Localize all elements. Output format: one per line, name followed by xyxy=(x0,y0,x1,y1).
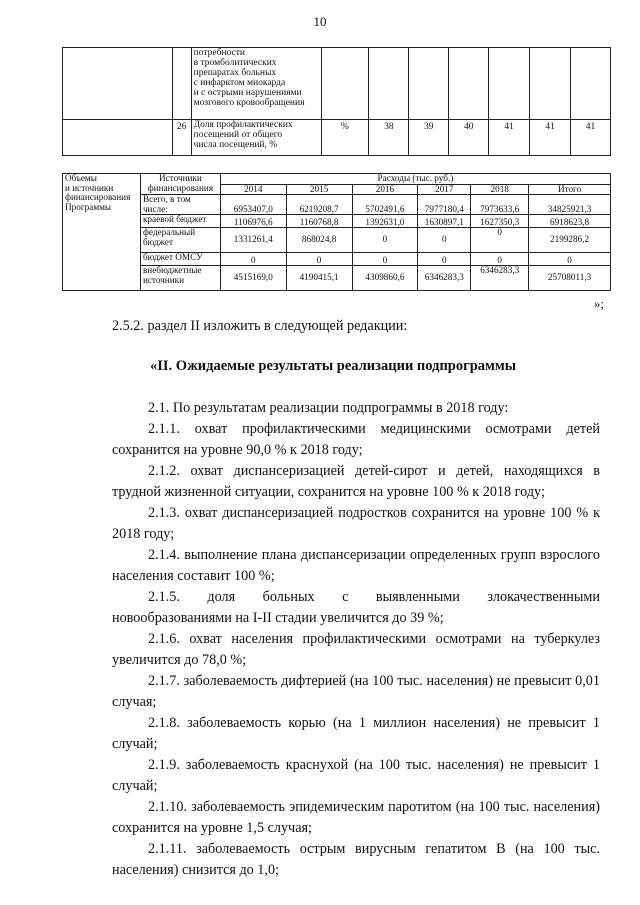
value-cell: 39 xyxy=(409,120,449,156)
paragraph: 2.1.4. выполнение плана диспансеризации определенных групп взрослого населения составит 100 %; xyxy=(112,547,600,584)
paragraph: 2.1.9. заболеваемость краснухой (на 100 тыс. населения) не превысит 1 случай; xyxy=(112,757,600,794)
table-header-row xyxy=(63,174,611,185)
value-cell: 6918623,8 xyxy=(529,215,611,228)
value-cell: 0 xyxy=(352,253,418,266)
row-label: внебюджетные источники xyxy=(140,266,220,291)
value-cell: 0 xyxy=(529,253,611,266)
table-row xyxy=(63,120,611,156)
total-header: Итого xyxy=(529,184,611,195)
value-cell: 7973633,6 xyxy=(471,195,529,215)
paragraph: 2.1.10. заболеваемость эпидемическим паротитом (на 100 тыс. населения) сохранится на уровне 1,5 случая; xyxy=(112,799,600,836)
paragraph: 2.1.1. охват профилактическими медицинскими осмотрами детей сохранится на уровне 90,0 % к 2018 году; xyxy=(112,421,600,458)
table-row xyxy=(63,48,611,120)
value-cell: 6346283,3 xyxy=(418,266,471,291)
value-cell: 5702491,6 xyxy=(352,195,418,215)
financing-label: Объемы и источники финансирования Программы xyxy=(63,174,141,291)
paragraph: 2.1.7. заболеваемость дифтерией (на 100 тыс. населения) не превысит 0,01 случая; xyxy=(112,673,600,710)
value-cell: 1160768,8 xyxy=(286,215,352,228)
value-cell: 0 xyxy=(220,253,286,266)
value-cell: 6346283,3 xyxy=(471,266,529,291)
year-header: 2017 xyxy=(418,184,471,195)
paragraph: 2.1.3. охват диспансеризацией подростков сохранится на уровне 100 % к 2018 году; xyxy=(112,505,600,542)
year-header: 2014 xyxy=(220,184,286,195)
amendment-intro: 2.5.2. раздел II изложить в следующей редакции: xyxy=(112,318,408,334)
row-number: 26 xyxy=(172,120,191,156)
paragraph: 2.1.5. доля больных с выявленными злокачественными новообразованиями на I-II стадии увеличится до 39 %; xyxy=(112,589,600,626)
value-cell: 38 xyxy=(369,120,409,156)
value-cell: 6953407,0 xyxy=(220,195,286,215)
indicator-name: потребности в тромболитических препаратах больных с инфарктом миокарда и с острыми нарушениями мозгового кровообращения xyxy=(191,48,321,120)
table-row xyxy=(63,195,611,215)
value-cell: 34825921,3 xyxy=(529,195,611,215)
value-cell: 4309860,6 xyxy=(352,266,418,291)
value-cell: 40 xyxy=(449,120,489,156)
section-title: «II. Ожидаемые результаты реализации подпрограммы xyxy=(150,358,517,374)
value-cell: 41 xyxy=(489,120,530,156)
value-cell: 1630897,1 xyxy=(418,215,471,228)
row-label: краевой бюджет xyxy=(140,215,220,228)
value-cell: 868024,8 xyxy=(286,228,352,253)
paragraph: 2.1.11. заболеваемость острым вирусным гепатитом В (на 100 тыс. населения) снизится до 1,0; xyxy=(112,841,600,878)
paragraph: 2.1.6. охват населения профилактическими осмотрами на туберкулез увеличится до 78,0 %; xyxy=(112,631,600,668)
value-cell: 0 xyxy=(471,253,529,266)
value-cell: 0 xyxy=(286,253,352,266)
value-cell: 4515169,0 xyxy=(220,266,286,291)
paragraph: 2.1.8. заболеваемость корью (на 1 миллион населения) не превысит 1 случай; xyxy=(112,715,600,752)
value-cell: 1106976,6 xyxy=(220,215,286,228)
year-header: 2015 xyxy=(286,184,352,195)
value-cell: 4190415,1 xyxy=(286,266,352,291)
row-label: федеральный бюджет xyxy=(140,228,220,253)
value-cell: 0 xyxy=(418,228,471,253)
value-cell: 6219208,7 xyxy=(286,195,352,215)
financing-table xyxy=(62,173,611,291)
row-label: бюджет ОМСУ xyxy=(140,253,220,266)
table-row xyxy=(63,266,611,291)
paragraph: 2.1. По результатам реализации подпрограммы в 2018 году: xyxy=(148,400,509,416)
value-cell: 0 xyxy=(471,228,529,253)
unit-cell: % xyxy=(321,120,369,156)
table-row xyxy=(63,215,611,228)
expenses-header: Расходы (тыс. руб.) xyxy=(220,174,610,185)
sources-header: Источники финансирования xyxy=(140,174,220,195)
value-cell: 41 xyxy=(571,120,611,156)
page-number: 10 xyxy=(313,14,327,29)
indicator-name: Доля профилактических посещений от общего числа посещений, % xyxy=(191,120,321,156)
row-label: Всего, в том числе: xyxy=(140,195,220,215)
table-row xyxy=(63,253,611,266)
value-cell: 1331261,4 xyxy=(220,228,286,253)
paragraph: 2.1.2. охват диспансеризацией детей-сирот и детей, находящихся в трудной жизненной ситуации, сохранится на уровне 100 % к 2018 году; xyxy=(112,463,600,500)
value-cell: 2199286,2 xyxy=(529,228,611,253)
indicators-table xyxy=(62,47,611,156)
value-cell: 1627350,3 xyxy=(471,215,529,228)
year-header: 2016 xyxy=(352,184,418,195)
value-cell: 41 xyxy=(530,120,571,156)
value-cell: 1392631,0 xyxy=(352,215,418,228)
closing-quote: »; xyxy=(593,296,604,311)
year-header: 2018 xyxy=(471,184,529,195)
value-cell: 25708011,3 xyxy=(529,266,611,291)
table-row xyxy=(63,228,611,253)
value-cell: 7977180,4 xyxy=(418,195,471,215)
value-cell: 0 xyxy=(352,228,418,253)
value-cell: 0 xyxy=(418,253,471,266)
